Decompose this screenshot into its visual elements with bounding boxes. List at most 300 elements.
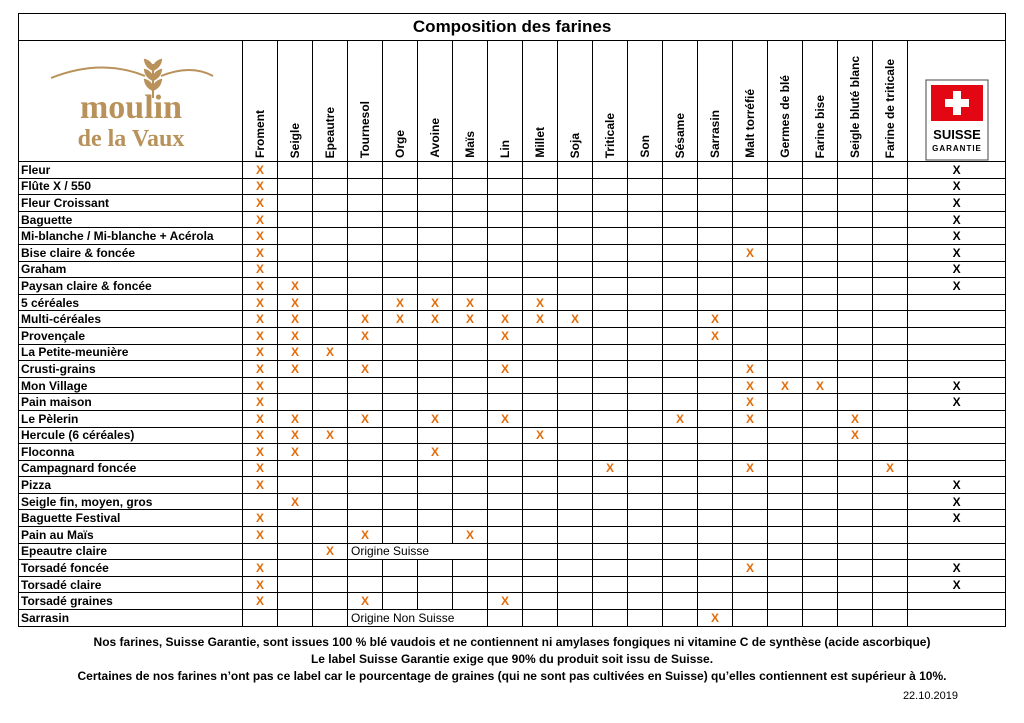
- origin-note: Origine Suisse: [348, 543, 488, 560]
- suisse-garantie-mark: X: [908, 493, 1006, 510]
- ingredient-mark: X: [243, 211, 278, 228]
- empty-cell: [698, 576, 733, 593]
- empty-cell: [698, 361, 733, 378]
- empty-cell: [313, 294, 348, 311]
- empty-cell: [313, 244, 348, 261]
- product-name: Bise claire & foncée: [19, 244, 243, 261]
- empty-cell: [383, 576, 418, 593]
- empty-cell: [558, 261, 593, 278]
- empty-cell: [768, 527, 803, 544]
- empty-cell: [803, 244, 838, 261]
- empty-cell: [383, 211, 418, 228]
- empty-cell: [663, 195, 698, 212]
- ingredient-mark: X: [663, 410, 698, 427]
- ingredient-mark: X: [243, 361, 278, 378]
- empty-cell: [453, 576, 488, 593]
- empty-cell: [523, 593, 558, 610]
- ingredient-mark: X: [278, 278, 313, 295]
- composition-table: [18, 13, 1006, 627]
- ingredient-mark: X: [243, 427, 278, 444]
- empty-cell: [803, 477, 838, 494]
- empty-cell: [628, 195, 663, 212]
- empty-cell: [453, 327, 488, 344]
- empty-cell: [313, 278, 348, 295]
- empty-cell: [698, 460, 733, 477]
- ingredient-mark: X: [243, 410, 278, 427]
- empty-cell: [803, 493, 838, 510]
- empty-cell: [803, 211, 838, 228]
- empty-cell: [908, 361, 1006, 378]
- empty-cell: [838, 394, 873, 411]
- table-row: [19, 410, 1006, 427]
- empty-cell: [348, 377, 383, 394]
- empty-cell: [558, 228, 593, 245]
- product-name: Pain maison: [19, 394, 243, 411]
- ingredient-mark: X: [278, 427, 313, 444]
- table-row: [19, 477, 1006, 494]
- empty-cell: [803, 427, 838, 444]
- empty-cell: [733, 444, 768, 461]
- suisse-garantie-mark: X: [908, 576, 1006, 593]
- empty-cell: [628, 477, 663, 494]
- ingredient-mark: X: [383, 311, 418, 328]
- empty-cell: [803, 394, 838, 411]
- suisse-garantie-mark: X: [908, 394, 1006, 411]
- empty-cell: [838, 361, 873, 378]
- empty-cell: [453, 477, 488, 494]
- empty-cell: [628, 311, 663, 328]
- product-name: Fleur Croissant: [19, 195, 243, 212]
- empty-cell: [908, 444, 1006, 461]
- ingredient-mark: X: [243, 576, 278, 593]
- empty-cell: [628, 410, 663, 427]
- empty-cell: [383, 344, 418, 361]
- empty-cell: [733, 261, 768, 278]
- suisse-garantie-mark: X: [908, 477, 1006, 494]
- ingredient-mark: X: [313, 543, 348, 560]
- empty-cell: [418, 327, 453, 344]
- empty-cell: [313, 560, 348, 577]
- ingredient-mark: X: [313, 427, 348, 444]
- empty-cell: [348, 162, 383, 179]
- product-name: Fleur: [19, 162, 243, 179]
- product-name: Graham: [19, 261, 243, 278]
- empty-cell: [453, 460, 488, 477]
- composition-rows: [19, 162, 1006, 627]
- empty-cell: [278, 527, 313, 544]
- empty-cell: [383, 510, 418, 527]
- empty-cell: [698, 394, 733, 411]
- empty-cell: [348, 344, 383, 361]
- empty-cell: [733, 576, 768, 593]
- empty-cell: [663, 294, 698, 311]
- empty-cell: [383, 493, 418, 510]
- empty-cell: [488, 278, 523, 295]
- empty-cell: [733, 278, 768, 295]
- ingredient-mark: X: [523, 427, 558, 444]
- empty-cell: [768, 211, 803, 228]
- empty-cell: [558, 195, 593, 212]
- empty-cell: [733, 427, 768, 444]
- empty-cell: [243, 493, 278, 510]
- empty-cell: [278, 377, 313, 394]
- empty-cell: [593, 244, 628, 261]
- ingredient-mark: X: [488, 410, 523, 427]
- empty-cell: [418, 178, 453, 195]
- empty-cell: [593, 261, 628, 278]
- empty-cell: [488, 427, 523, 444]
- empty-cell: [628, 460, 663, 477]
- empty-cell: [593, 211, 628, 228]
- empty-cell: [803, 261, 838, 278]
- empty-cell: [628, 261, 663, 278]
- ingredient-mark: X: [488, 311, 523, 328]
- empty-cell: [383, 278, 418, 295]
- empty-cell: [313, 178, 348, 195]
- table-row: [19, 311, 1006, 328]
- empty-cell: [558, 377, 593, 394]
- table-row: [19, 560, 1006, 577]
- empty-cell: [313, 477, 348, 494]
- empty-cell: [838, 162, 873, 179]
- empty-cell: [593, 344, 628, 361]
- table-row: [19, 278, 1006, 295]
- empty-cell: [453, 162, 488, 179]
- empty-cell: [523, 228, 558, 245]
- empty-cell: [558, 394, 593, 411]
- empty-cell: [628, 228, 663, 245]
- column-header-label: Farine bise: [813, 94, 827, 158]
- suisse-garantie-mark: X: [908, 162, 1006, 179]
- empty-cell: [698, 410, 733, 427]
- empty-cell: [803, 195, 838, 212]
- empty-cell: [663, 493, 698, 510]
- empty-cell: [593, 377, 628, 394]
- ingredient-mark: X: [243, 344, 278, 361]
- svg-text:SUISSE: SUISSE: [932, 127, 981, 142]
- empty-cell: [418, 427, 453, 444]
- ingredient-mark: X: [523, 294, 558, 311]
- column-header-label: Son: [638, 135, 652, 158]
- svg-text:GARANTIE: GARANTIE: [931, 144, 982, 153]
- ingredient-mark: X: [348, 361, 383, 378]
- ingredient-mark: X: [278, 361, 313, 378]
- wheat-logo-icon: [41, 46, 221, 156]
- ingredient-mark: X: [313, 344, 348, 361]
- empty-cell: [523, 410, 558, 427]
- empty-cell: [418, 361, 453, 378]
- empty-cell: [453, 278, 488, 295]
- empty-cell: [558, 460, 593, 477]
- empty-cell: [628, 377, 663, 394]
- ingredient-mark: X: [278, 344, 313, 361]
- empty-cell: [348, 444, 383, 461]
- empty-cell: [698, 195, 733, 212]
- empty-cell: [873, 510, 908, 527]
- empty-cell: [768, 228, 803, 245]
- empty-cell: [523, 610, 558, 627]
- empty-cell: [313, 593, 348, 610]
- empty-cell: [383, 527, 418, 544]
- suisse-garantie-mark: X: [908, 510, 1006, 527]
- empty-cell: [348, 576, 383, 593]
- column-header: [768, 41, 803, 162]
- column-header-label: Germes de blé: [778, 75, 792, 158]
- empty-cell: [488, 610, 523, 627]
- ingredient-mark: X: [243, 593, 278, 610]
- empty-cell: [593, 327, 628, 344]
- ingredient-mark: X: [243, 195, 278, 212]
- empty-cell: [873, 361, 908, 378]
- empty-cell: [733, 327, 768, 344]
- column-header-label: Seigle: [288, 122, 302, 158]
- empty-cell: [418, 211, 453, 228]
- empty-cell: [453, 261, 488, 278]
- column-header-label: Maïs: [463, 131, 477, 158]
- empty-cell: [488, 377, 523, 394]
- product-name: Pizza: [19, 477, 243, 494]
- empty-cell: [733, 228, 768, 245]
- empty-cell: [803, 327, 838, 344]
- empty-cell: [628, 278, 663, 295]
- ingredient-mark: X: [243, 244, 278, 261]
- column-header-label: Farine de triticale: [883, 58, 897, 158]
- ingredient-mark: X: [733, 244, 768, 261]
- empty-cell: [558, 244, 593, 261]
- empty-cell: [523, 195, 558, 212]
- empty-cell: [873, 162, 908, 179]
- empty-cell: [593, 162, 628, 179]
- empty-cell: [663, 477, 698, 494]
- empty-cell: [663, 228, 698, 245]
- ingredient-mark: X: [733, 460, 768, 477]
- column-header-label: Seigle bluté blanc: [848, 55, 862, 158]
- logo-moulin-de-la-vaux: [19, 41, 243, 162]
- svg-text:de la Vaux: de la Vaux: [77, 126, 184, 152]
- empty-cell: [628, 493, 663, 510]
- product-name: Multi-céréales: [19, 311, 243, 328]
- empty-cell: [803, 510, 838, 527]
- column-header: [278, 41, 313, 162]
- ingredient-mark: X: [733, 560, 768, 577]
- empty-cell: [593, 394, 628, 411]
- empty-cell: [523, 211, 558, 228]
- empty-cell: [663, 311, 698, 328]
- empty-cell: [278, 576, 313, 593]
- empty-cell: [838, 460, 873, 477]
- ingredient-mark: X: [243, 444, 278, 461]
- empty-cell: [733, 211, 768, 228]
- ingredient-mark: X: [698, 610, 733, 627]
- empty-cell: [663, 444, 698, 461]
- column-header: [838, 41, 873, 162]
- empty-cell: [593, 593, 628, 610]
- empty-cell: [348, 261, 383, 278]
- empty-cell: [593, 195, 628, 212]
- product-name: Mon Village: [19, 377, 243, 394]
- ingredient-mark: X: [243, 510, 278, 527]
- empty-cell: [453, 178, 488, 195]
- empty-cell: [698, 477, 733, 494]
- empty-cell: [313, 211, 348, 228]
- empty-cell: [593, 543, 628, 560]
- empty-cell: [558, 477, 593, 494]
- empty-cell: [313, 527, 348, 544]
- empty-cell: [698, 560, 733, 577]
- column-header-label: Triticale: [603, 112, 617, 158]
- empty-cell: [523, 394, 558, 411]
- empty-cell: [383, 560, 418, 577]
- empty-cell: [733, 610, 768, 627]
- empty-cell: [348, 278, 383, 295]
- empty-cell: [558, 427, 593, 444]
- empty-cell: [593, 610, 628, 627]
- suisse-garantie-mark: X: [908, 377, 1006, 394]
- empty-cell: [418, 510, 453, 527]
- empty-cell: [488, 477, 523, 494]
- empty-cell: [733, 294, 768, 311]
- table-row: [19, 527, 1006, 544]
- empty-cell: [873, 261, 908, 278]
- ingredient-mark: X: [383, 294, 418, 311]
- footer-notes: [0, 634, 1024, 685]
- empty-cell: [663, 394, 698, 411]
- empty-cell: [873, 527, 908, 544]
- table-row: [19, 427, 1006, 444]
- empty-cell: [733, 344, 768, 361]
- empty-cell: [313, 444, 348, 461]
- empty-cell: [453, 244, 488, 261]
- empty-cell: [803, 610, 838, 627]
- empty-cell: [838, 195, 873, 212]
- empty-cell: [768, 294, 803, 311]
- ingredient-mark: X: [243, 261, 278, 278]
- product-name: Epeautre claire: [19, 543, 243, 560]
- ingredient-mark: X: [733, 377, 768, 394]
- empty-cell: [558, 527, 593, 544]
- empty-cell: [523, 444, 558, 461]
- empty-cell: [628, 510, 663, 527]
- empty-cell: [698, 444, 733, 461]
- empty-cell: [523, 178, 558, 195]
- empty-cell: [488, 211, 523, 228]
- empty-cell: [488, 244, 523, 261]
- empty-cell: [243, 543, 278, 560]
- empty-cell: [313, 162, 348, 179]
- suisse-garantie-mark: X: [908, 178, 1006, 195]
- empty-cell: [488, 543, 523, 560]
- empty-cell: [383, 477, 418, 494]
- empty-cell: [768, 493, 803, 510]
- swiss-cross-icon: [925, 79, 989, 161]
- empty-cell: [768, 427, 803, 444]
- table-row: [19, 460, 1006, 477]
- empty-cell: [803, 527, 838, 544]
- empty-cell: [838, 211, 873, 228]
- empty-cell: [278, 593, 313, 610]
- empty-cell: [803, 576, 838, 593]
- suisse-garantie-mark: X: [908, 244, 1006, 261]
- empty-cell: [488, 560, 523, 577]
- empty-cell: [593, 410, 628, 427]
- ingredient-mark: X: [453, 294, 488, 311]
- product-name: Baguette Festival: [19, 510, 243, 527]
- empty-cell: [453, 394, 488, 411]
- empty-cell: [803, 593, 838, 610]
- empty-cell: [733, 477, 768, 494]
- empty-cell: [418, 261, 453, 278]
- empty-cell: [278, 560, 313, 577]
- product-name: La Petite-meunière: [19, 344, 243, 361]
- empty-cell: [383, 178, 418, 195]
- empty-cell: [768, 477, 803, 494]
- product-name: Hercule (6 céréales): [19, 427, 243, 444]
- empty-cell: [663, 460, 698, 477]
- column-header: [628, 41, 663, 162]
- empty-cell: [593, 361, 628, 378]
- empty-cell: [558, 361, 593, 378]
- empty-cell: [803, 278, 838, 295]
- suisse-garantie-badge: [908, 41, 1006, 162]
- empty-cell: [768, 543, 803, 560]
- empty-cell: [348, 460, 383, 477]
- table-row: [19, 228, 1006, 245]
- column-header: [523, 41, 558, 162]
- product-name: Campagnard foncée: [19, 460, 243, 477]
- empty-cell: [838, 311, 873, 328]
- empty-cell: [313, 510, 348, 527]
- table-title: Composition des farines: [19, 14, 1006, 41]
- empty-cell: [663, 527, 698, 544]
- column-header: [873, 41, 908, 162]
- empty-cell: [593, 427, 628, 444]
- empty-cell: [593, 278, 628, 295]
- empty-cell: [418, 195, 453, 212]
- empty-cell: [733, 178, 768, 195]
- empty-cell: [628, 178, 663, 195]
- empty-cell: [383, 261, 418, 278]
- empty-cell: [628, 394, 663, 411]
- table-row: [19, 576, 1006, 593]
- empty-cell: [663, 278, 698, 295]
- empty-cell: [313, 311, 348, 328]
- empty-cell: [768, 178, 803, 195]
- empty-cell: [558, 278, 593, 295]
- empty-cell: [523, 576, 558, 593]
- empty-cell: [698, 294, 733, 311]
- empty-cell: [593, 510, 628, 527]
- empty-cell: [278, 394, 313, 411]
- suisse-garantie-mark: X: [908, 560, 1006, 577]
- footer-line-2: Le label Suisse Garantie exige que 90% du produit soit issu de Suisse.: [310, 652, 714, 666]
- empty-cell: [838, 278, 873, 295]
- empty-cell: [663, 244, 698, 261]
- column-header-label: Millet: [533, 127, 547, 158]
- empty-cell: [418, 228, 453, 245]
- empty-cell: [628, 344, 663, 361]
- empty-cell: [628, 211, 663, 228]
- empty-cell: [418, 394, 453, 411]
- empty-cell: [453, 427, 488, 444]
- empty-cell: [488, 576, 523, 593]
- empty-cell: [313, 261, 348, 278]
- empty-cell: [698, 211, 733, 228]
- empty-cell: [873, 444, 908, 461]
- empty-cell: [838, 493, 873, 510]
- ingredient-mark: X: [873, 460, 908, 477]
- empty-cell: [768, 278, 803, 295]
- column-header-label: Lin: [498, 140, 512, 158]
